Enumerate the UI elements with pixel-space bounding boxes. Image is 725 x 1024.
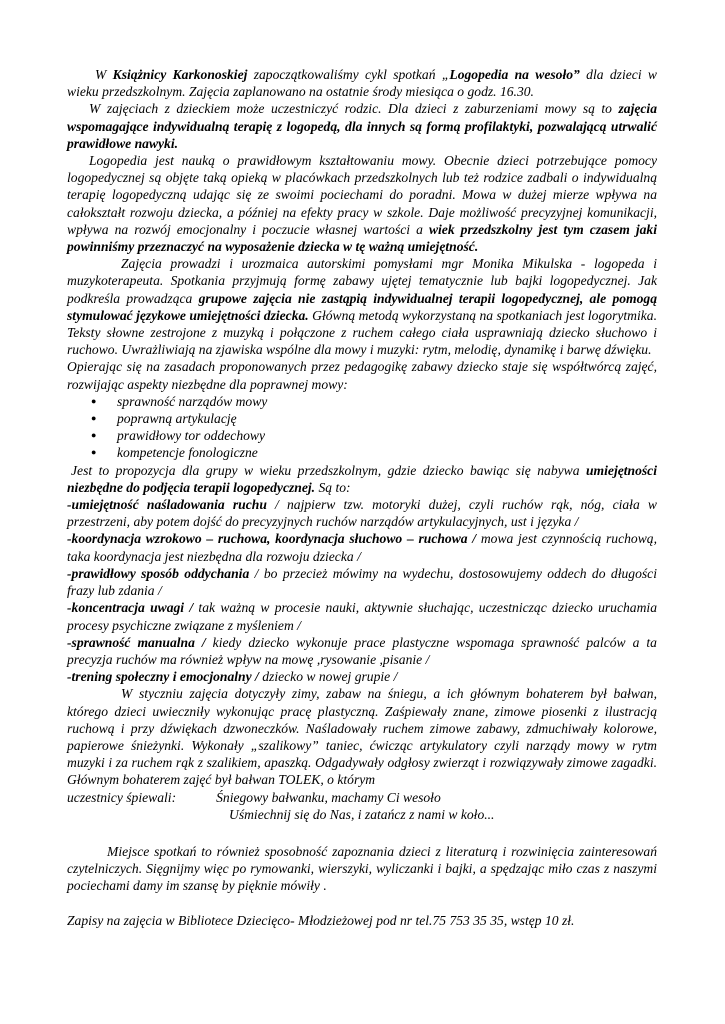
skill-item (67, 565, 657, 599)
text: Logopedia jest nauką o prawidłowym kształtowaniu mowy. Obecnie dzieci potrzebujące pomocy logopedycznej są objęte taką opieką w placówkach przedszkolnych lub też rodzice zadbali o indywidualną terapię logopedyczną udając się ze swoimi pociechami do poradni. Mowa w dużej mierze wpływa na całokształt rozwoju dziecka, a później na efekty pracy w szkole. Daje możliwość precyzyjnej komunikacji, wpływa na rozwój emocjonalny i poczucie własnej wartości a (67, 153, 657, 237)
text: zapoczątkowaliśmy cykl spotkań „ (247, 67, 450, 82)
skill-item (67, 496, 657, 530)
list-item: ● sprawność narządów mowy (91, 393, 657, 410)
skill-item (67, 599, 657, 633)
song-line: Uśmiechnij się do Nas, i zatańcz z nami w koło... (229, 806, 495, 822)
paragraph-logopedia (67, 152, 657, 255)
text: Główną metodą wykorzystaną na spotkaniach jest logorytmika. Teksty słowne zestrojone z muzyką i połączone z ruchem całego ciała usprawniają dziecko słuchowo i ruchowo. Uwrażliwiają na zjawiska wspólne dla mowy i muzyki: rytm, melodię, dynamikę i barwę dźwięku. (67, 307, 657, 358)
song-line: Śniegowy bałwanku, machamy Ci wesoło (216, 789, 441, 805)
paragraph-proposal (67, 462, 657, 496)
library-name: Książnicy Karkonoskiej (112, 67, 248, 82)
list-item: ● kompetencje fonologiczne (91, 444, 657, 461)
skill-item (67, 668, 657, 685)
text: W zajęciach z dzieckiem może uczestniczyć rodzic. Dla dzieci z zaburzeniami mowy są to (89, 101, 619, 117)
skill-name: -trening społeczny i emocjonalny / (67, 669, 259, 685)
paragraph-parents (67, 100, 657, 152)
list-item: ● prawidłowy tor oddechowy (91, 427, 657, 444)
text: Jest to propozycja dla grupy w wieku przedszkolnym, gdzie dziecko bawiąc się nabywa (71, 462, 586, 478)
text: Są to: (315, 479, 351, 495)
text: Zajęcia prowadzi i urozmaica autorskimi pomysłami mgr Monika Mikulska - logopeda i muzykoterapeuta. Spotkania przyjmują formę zabawy ujętej tematycznie lub bajki logopedycznej. Jak podkreśla prowadząca (67, 256, 657, 306)
skill-name: -umiejętność naśladowania ruchu (67, 497, 267, 513)
skill-name: -sprawność manualna / (67, 634, 206, 650)
spacer (67, 895, 657, 912)
document-page (67, 66, 657, 929)
skill-item (67, 634, 657, 668)
paragraph-intro (67, 66, 657, 100)
skill-description: / najpierw tzw. motoryki dużej, czyli ruchów rąk, nóg, ciała w przestrzeni, aby potem dojść do precyzyjnych ruchów narządów artykulacyjnych, ust i języka / (67, 497, 657, 530)
emphasis-text: umiejętności niezbędne do podjęcia terapii logopedycznej. (67, 462, 657, 495)
paragraph-january: W styczniu zajęcia dotyczyły zimy, zabaw na śniegu, a ich głównym bohaterem był bałwan, którego dzieci uwieczniły wykonując pracę plastyczną. Zaśpiewały znane, zimowe piosenki z ilustracją ruchową i przy dźwiękach dzwoneczków. Naśladowały ruchem zimowe zabawy, zdmuchiwały kolorowe, papierowe śnieżynki. Wykonały „szalikowy” taniec, ćwicząc artykulatory czyli narządy mowy w rytm muzyki i za ruchem rąk z szalikiem, apaszką. Odgadywały odgłosy zwierząt i rozwiązywały zimowe zagadki. Głównym bohaterem zajęć był bałwan TOLEK, o którym (67, 686, 657, 788)
song-intro: uczestnicy śpiewali: (67, 789, 177, 805)
skill-name: -koordynacja wzrokowo – ruchowa, koordynacja słuchowo – ruchowa / (67, 531, 477, 547)
song-lyrics (67, 789, 657, 823)
skill-name: -prawidłowy sposób oddychania (67, 565, 250, 581)
skill-description: mowa jest czynnością ruchową, taka koordynacja jest niezbędna dla rozwoju dziecka / (67, 531, 657, 564)
aspects-list (67, 393, 657, 462)
list-item: ● poprawną artykulację (91, 410, 657, 427)
skill-description: kiedy dziecko wykonuje prace plastyczne wspomaga sprawność palców a ta precyzja ruchów ma również wpływ na mowę ,rysowanie ,pisanie / (67, 634, 657, 667)
paragraph-literature: Miejsce spotkań to również sposobność zapoznania dzieci z literaturą i rozwinięcia zainteresowań czytelniczych. Sięgnijmy więc po rymowanki, wierszyki, wyliczanki i bajki, a spędzając miło czas z naszymi pociechami damy im szansę by pięknie mówiły . (67, 843, 657, 894)
skill-description: / bo przecież mówimy na wydechu, dostosowujemy oddech do długości frazy lub zdania / (67, 565, 657, 599)
emphasis-text: grupowe zajęcia nie zastąpią indywidualnej terapii logopedycznej, ale pomogą stymulować językowe umiejętności dziecka. (67, 290, 657, 323)
skill-description: dziecko w nowej grupie / (258, 669, 398, 685)
skill-description: tak ważną w procesie nauki, aktywnie słuchając, uczestnicząc dziecko uruchamia procesy psychiczne związane z myśleniem / (67, 600, 657, 633)
series-title: Logopedia na wesoło” (449, 67, 580, 82)
paragraph-registration: Zapisy na zajęcia w Bibliotece Dziecięco- Młodzieżowej pod nr tel.75 753 35 35, wstęp 10 zł. (67, 912, 575, 928)
text: W (95, 67, 113, 82)
paragraph-leader (67, 255, 657, 358)
skill-name: -koncentracja uwagi / (67, 600, 194, 616)
emphasis-text: zajęcia wspomagające indywidualną terapię z logopedą, dla innych są formą profilaktyki, pozwalającą utrwalić prawidłowe nawyki. (67, 101, 657, 151)
skill-item (67, 530, 657, 564)
paragraph-aspects: Opierając się na zasadach proponowanych przez pedagogikę zabawy dziecko staje się współtwórcą zajęć, rozwijając aspekty niezbędne dla poprawnej mowy: (67, 359, 657, 392)
text: dla dzieci w wieku przedszkolnym. Zajęcia zaplanowano na ostatnie środy miesiąca o godz. 16.30. (67, 67, 657, 100)
emphasis-text: wiek przedszkolny jest tym czasem jaki powinniśmy przeznaczyć na wyposażenie dziecka w tę ważną umiejętność. (67, 221, 657, 255)
spacer (67, 823, 657, 843)
